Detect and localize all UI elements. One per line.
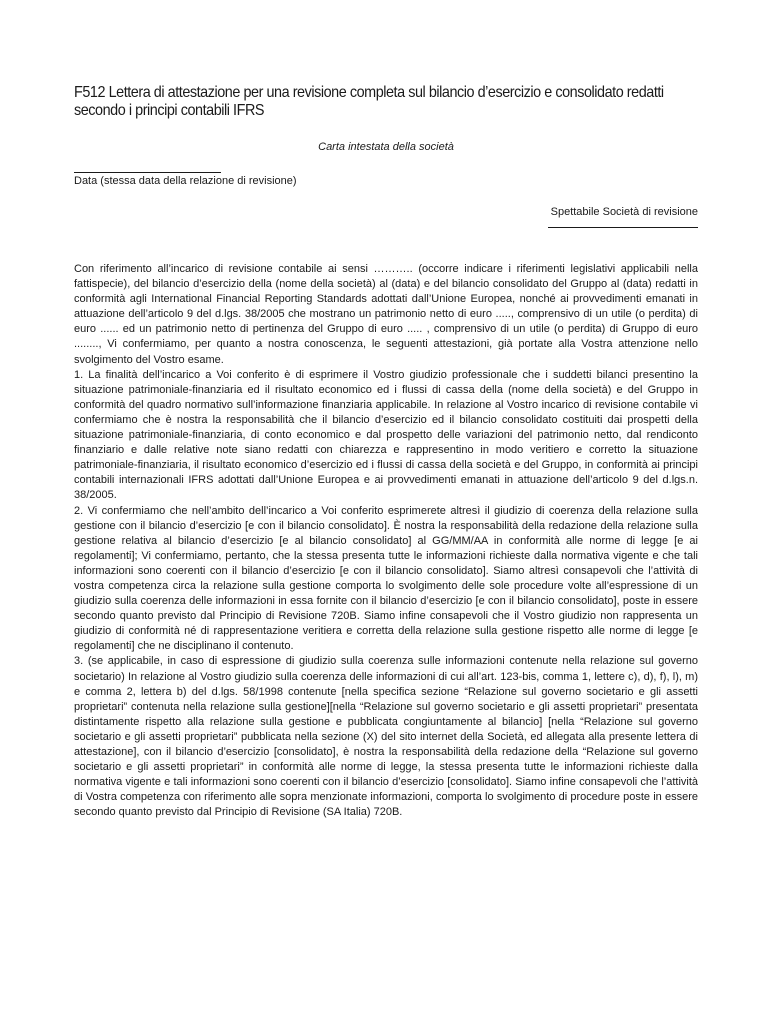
letterhead-placeholder: Carta intestata della società <box>318 141 454 153</box>
document-title: F512 Lettera di attestazione per una revisione completa sul bilancio d’esercizio e consolidato redatti secondo i principi contabili IFRS <box>74 84 664 119</box>
document-page <box>74 84 698 820</box>
date-label: Data (stessa data della relazione di revisione) <box>74 175 297 187</box>
addressee-line <box>548 227 698 228</box>
paragraph-1: 1. La finalità dell’incarico a Voi conferito è di esprimere il Vostro giudizio professionale che i suddetti bilanci presentino la situazione patrimoniale-finanziaria ed il risultato economico ed i flussi di cassa della (nome della società) e del Gruppo in conformità del quadro normativo sull’informazione finanziaria applicabile. In relazione al Vostro incarico di revisione contabile vi confermiamo che è nostra la responsabilità che il bilancio d’esercizio ed il bilancio consolidato costituiti dai prospetti della situazione patrimoniale-finanziaria, di conto economico e dal prospetto delle variazioni del patrimonio netto, dal rendiconto finanziario e dalle relative note siano redatti con chiarezza e rappresentino in modo veritiero e corretto la situazione patrimoniale-finanziaria, il risultato economico d’esercizio ed i flussi di cassa della società e del Gruppo, in conformità ai principi contabili internazionali IFRS adottati dall’Unione Europea e ai provvedimenti emanati in attuazione dell’articolo 9 del d.lgs.n. 38/2005. <box>74 368 698 502</box>
addressee: Spettabile Società di revisione <box>550 206 698 218</box>
intro-paragraph: Con riferimento all’incarico di revisione contabile ai sensi ……….. (occorre indicare i riferimenti legislativi applicabili nella fattispecie), del bilancio d’esercizio della (nome della società) al (data) e del bilancio consolidato del Gruppo al (data) redatti in conformità agli International Financial Reporting Standards adottati dall’Unione Europea, nonché ai provvedimenti emanati in attuazione dell’articolo 9 del d.lgs. 38/2005 che mostrano un patrimonio netto di euro ....., comprensivo di un utile (o perdita) di euro ...... ed un patrimonio netto di pertinenza del Gruppo di euro ..... , comprensivo di un utile (o perdita) di Gruppo di euro ........, Vi confermiamo, per quanto a nostra conoscenza, le seguenti attestazioni, già portate alla Vostra attenzione nello svolgimento del Vostro esame. <box>74 263 698 366</box>
paragraph-2: 2. Vi confermiamo che nell’ambito dell’incarico a Voi conferito esprimerete altresì il giudizio di coerenza della relazione sulla gestione con il bilancio d’esercizio [e con il bilancio consolidato]. È nostra la responsabilità della redazione della relazione sulla gestione relativa al bilancio d’esercizio [e al bilancio consolidato] al GG/MM/AA in conformità alle norme di legge [e ai regolamenti]; Vi confermiamo, pertanto, che la stessa presenta tutte le informazioni richieste dalla normativa vigente e che tali informazioni sono coerenti con il bilancio d’esercizio [e con il bilancio consolidato]. Siamo altresì consapevoli che l’attività di vostra competenza circa la relazione sulla gestione comporta lo svolgimento delle sole procedure volte all’espressione di un giudizio sulla coerenza delle informazioni in essa fornite con il bilancio d’esercizio [e con il bilancio consolidato], poste in essere secondo quanto previsto dal Principio di Revisione 720B. Siamo infine consapevoli che il Vostro giudizio non rappresenta un giudizio di conformità né di rappresentazione veritiera e corretta della relazione sulla gestione rispetto alle norme di legge [e regolamenti] che ne disciplinano il contenuto. <box>74 504 698 653</box>
paragraph-3: 3. (se applicabile, in caso di espressione di giudizio sulla coerenza sulle informazioni contenute nella relazione sul governo societario) In relazione al Vostro giudizio sulla coerenza delle informazioni di cui all’art. 123-bis, comma 1, lettere c), d), f), l), m) e comma 2, lettera b) del d.lgs. 58/1998 contenute [nella specifica sezione “Relazione sul governo societario e gli assetti proprietari” contenuta nella relazione sulla gestione][nella “Relazione sul governo societario e gli assetti proprietari” presentata distintamente rispetto alla relazione sulla gestione e pubblicata congiuntamente al bilancio] [nella “Relazione sul governo societario e gli assetti proprietari” pubblicata nella sezione (X) del sito internet della Società, ed allegata alla presente lettera di attestazione], con il bilancio d’esercizio [consolidato], è nostra la responsabilità della redazione della “Relazione sul governo societario e gli assetti proprietari” in conformità alle norme di legge, la stessa presenta tutte le informazioni richieste dalla normativa vigente e tali informazioni sono coerenti con il bilancio d’esercizio [consolidato]. Siamo infine consapevoli che l’attività di Vostra competenza con riferimento alle sopra menzionate informazioni, comporta lo svolgimento di procedure poste in essere secondo quanto previsto dal Principio di Revisione (SA Italia) 720B. <box>74 655 698 819</box>
date-signature-line <box>74 172 221 173</box>
letter-body <box>74 262 698 820</box>
